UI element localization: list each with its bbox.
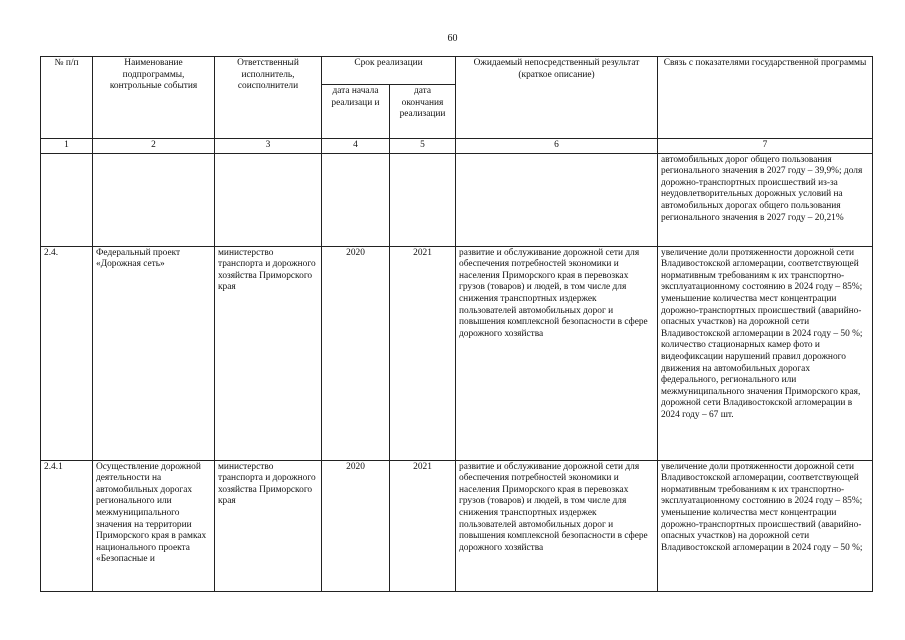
- table-row: [41, 460, 873, 591]
- row-executor: [215, 153, 322, 246]
- header-link: Связь с показателями государственной программы: [658, 57, 873, 139]
- column-number: 6: [456, 139, 658, 154]
- header-executor: Ответственный исполнитель, соисполнители: [215, 57, 322, 139]
- header-row-top: [41, 57, 873, 85]
- row-start-year: [322, 153, 390, 246]
- row-indicator-link: автомобильных дорог общего пользования регионального значения в 2027 году – 39,9%; доля дорожно-транспортных происшествий из-за неудовлетворительных дорожных условий на автомобильных дорогах общего пользования регионального значения в 2027 году – 20,21%: [658, 153, 873, 246]
- table-row: [41, 246, 873, 460]
- row-end-year: 2021: [390, 246, 456, 460]
- header-num: № п/п: [41, 57, 93, 139]
- column-number: 4: [322, 139, 390, 154]
- row-indicator-link: увеличение доли протяженности дорожной сети Владивостокской агломерации, соответствующей нормативным требованиям к их транспортно-эксплуатационному состоянию в 2024 году – 85%; уменьшение количества мест концентрации дорожно-транспортных происшествий (аварийно-опасных участков) на дорожной сети Владивостокской агломерации в 2024 году – 50 %; количество стационарных камер фото и видеофиксации нарушений правил дорожного движения на автомобильных дорогах федерального, регионального или межмуниципального значения Приморского края, дорожной сети Владивостокской агломерации в 2024 году – 67 шт.: [658, 246, 873, 460]
- row-executor: министерство транспорта и дорожного хозяйства Приморского края: [215, 460, 322, 591]
- row-name: [93, 153, 215, 246]
- row-result: [456, 153, 658, 246]
- column-number: 3: [215, 139, 322, 154]
- column-number: 7: [658, 139, 873, 154]
- column-number: 5: [390, 139, 456, 154]
- row-result: развитие и обслуживание дорожной сети для обеспечения потребностей экономики и населения Приморского края в перевозках грузов (товаров) и людей, в том числе для снижения транспортных издержек пользователей автомобильных дорог и повышения комплексной безопасности в сфере дорожного хозяйства: [456, 246, 658, 460]
- row-name: Федеральный проект «Дорожная сеть»: [93, 246, 215, 460]
- header-name: Наименование подпрограммы, контрольные события: [93, 57, 215, 139]
- row-start-year: 2020: [322, 460, 390, 591]
- row-executor: министерство транспорта и дорожного хозяйства Приморского края: [215, 246, 322, 460]
- header-end-date: дата окончания реализации: [390, 85, 456, 139]
- program-table: [40, 56, 873, 592]
- column-number-row: [41, 139, 873, 154]
- table-row: [41, 153, 873, 246]
- row-end-year: [390, 153, 456, 246]
- header-period: Срок реализации: [322, 57, 456, 85]
- column-number: 1: [41, 139, 93, 154]
- header-result: Ожидаемый непосредственный результат (краткое описание): [456, 57, 658, 139]
- column-number: 2: [93, 139, 215, 154]
- page-number: 60: [447, 33, 458, 44]
- row-number: 2.4.1: [41, 460, 93, 591]
- header-start-date: дата начала реализаци и: [322, 85, 390, 139]
- row-indicator-link: увеличение доли протяженности дорожной сети Владивостокской агломерации, соответствующей нормативным требованиям к их транспортно-эксплуатационному состоянию в 2024 году – 85%; уменьшение количества мест концентрации дорожно-транспортных происшествий (аварийно-опасных участков) на дорожной сети Владивостокской агломерации в 2024 году – 50 %;: [658, 460, 873, 591]
- row-start-year: 2020: [322, 246, 390, 460]
- row-number: 2.4.: [41, 246, 93, 460]
- row-end-year: 2021: [390, 460, 456, 591]
- row-name: Осуществление дорожной деятельности на автомобильных дорогах регионального или межмуниципального значения на территории Приморского края в рамках национального проекта «Безопасные и: [93, 460, 215, 591]
- row-number: [41, 153, 93, 246]
- row-result: развитие и обслуживание дорожной сети для обеспечения потребностей экономики и населения Приморского края в перевозках грузов (товаров) и людей, в том числе для снижения транспортных издержек пользователей автомобильных дорог и повышения комплексной безопасности в сфере дорожного хозяйства: [456, 460, 658, 591]
